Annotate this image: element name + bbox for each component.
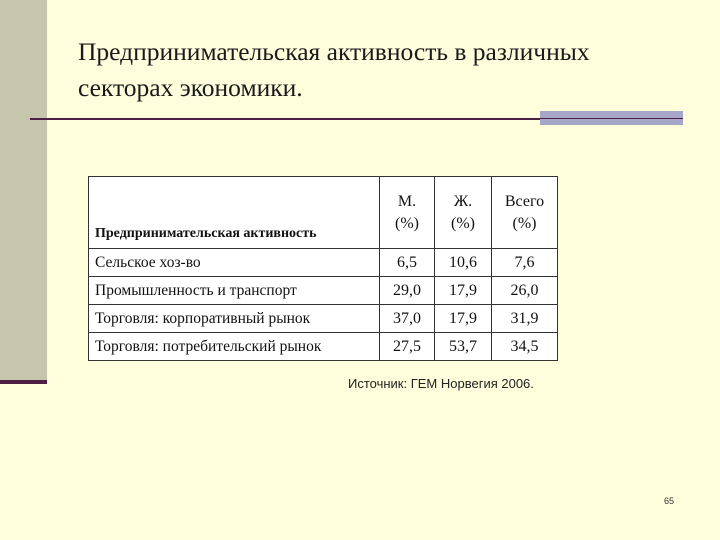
cell-female: 53,7 [435, 333, 492, 361]
cell-male: 37,0 [380, 305, 435, 333]
title-divider [30, 118, 540, 120]
header-total: Всего (%) [492, 177, 558, 249]
cell-male: 6,5 [380, 249, 435, 277]
table-row [89, 305, 558, 333]
cell-total: 7,6 [492, 249, 558, 277]
header-label: Предпринимательская активность [89, 177, 380, 249]
table-row [89, 249, 558, 277]
table-row [89, 333, 558, 361]
source-note: Источник: ГЕМ Норвегия 2006. [348, 376, 534, 391]
cell-male: 29,0 [380, 277, 435, 305]
cell-male: 27,5 [380, 333, 435, 361]
slide-title [78, 34, 678, 106]
title-line-2: секторах экономики. [78, 73, 303, 102]
cell-female: 10,6 [435, 249, 492, 277]
entrepreneurship-table [88, 176, 558, 361]
cell-total: 31,9 [492, 305, 558, 333]
table-row [89, 277, 558, 305]
cell-female: 17,9 [435, 305, 492, 333]
cell-female: 17,9 [435, 277, 492, 305]
title-divider-accent-line [540, 118, 683, 119]
row-label: Сельское хоз-во [89, 249, 380, 277]
row-label: Торговля: потребительский рынок [89, 333, 380, 361]
left-bar-accent [0, 380, 47, 384]
title-line-1: Предпринимательская активность в различных [78, 37, 590, 66]
header-male: М. (%) [380, 177, 435, 249]
page-number: 65 [664, 496, 675, 506]
cell-total: 26,0 [492, 277, 558, 305]
table-header-row [89, 177, 558, 249]
cell-total: 34,5 [492, 333, 558, 361]
row-label: Промышленность и транспорт [89, 277, 380, 305]
header-female: Ж. (%) [435, 177, 492, 249]
row-label: Торговля: корпоративный рынок [89, 305, 380, 333]
left-decorative-bar [0, 0, 47, 382]
